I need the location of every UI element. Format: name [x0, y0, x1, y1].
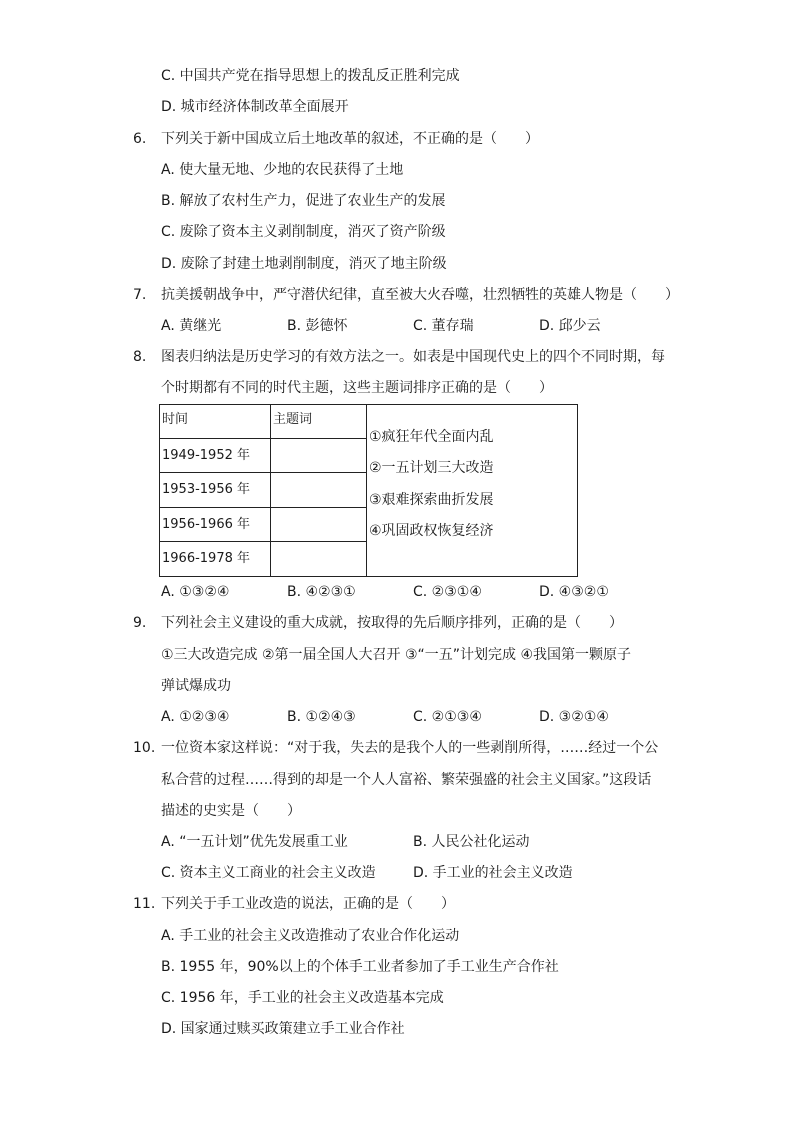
q9-option-a: A. ①②③④: [161, 709, 230, 725]
q7-option-b: B. 彭德怀: [287, 318, 348, 334]
q10-option-b: B. 人民公社化运动: [413, 834, 530, 850]
q6-number: 6.: [133, 131, 147, 147]
q9-option-d: D. ③②①④: [539, 709, 609, 725]
q11-option-b: B. 1955 年，90%以上的个体手工业者参加了手工业生产合作社: [161, 959, 559, 975]
topic-item-4: ④巩固政权恢复经济: [369, 523, 494, 539]
q11-option-d: D. 国家通过赎买政策建立手工业合作社: [161, 1021, 405, 1037]
q11-option-c: C. 1956 年，手工业的社会主义改造基本完成: [161, 990, 444, 1006]
q10-stem-line3: 描述的史实是（ ）: [161, 803, 301, 819]
q9-number: 9.: [133, 615, 147, 631]
q11-number: 11.: [133, 896, 156, 912]
q7-option-c: C. 董存瑞: [413, 318, 474, 334]
q6-stem: 下列关于新中国成立后土地改革的叙述，不正确的是（ ）: [161, 131, 539, 147]
q10-stem-line1: 一位资本家这样说：“对于我，失去的是我个人的一些剥削所得，……经过一个公: [161, 740, 659, 756]
table-period-1: 1949-1952 年: [160, 439, 271, 473]
q6-option-b: B. 解放了农村生产力，促进了农业生产的发展: [161, 193, 446, 209]
q8-option-a: A. ①③②④: [161, 584, 230, 600]
table-topic-list: [367, 405, 578, 577]
q11-option-a: A. 手工业的社会主义改造推动了农业合作化运动: [161, 928, 460, 944]
q8-stem-line1: 图表归纳法是历史学习的有效方法之一。如表是中国现代史上的四个不同时期，每: [161, 349, 665, 365]
q7-number: 7.: [133, 287, 147, 303]
q5-option-c: C. 中国共产党在指导思想上的拨乱反正胜利完成: [161, 68, 460, 84]
q9-items-line1: ①三大改造完成 ②第一届全国人大召开 ③“一五”计划完成 ④我国第一颗原子: [161, 647, 632, 663]
q9-stem: 下列社会主义建设的重大成就，按取得的先后顺序排列，正确的是（ ）: [161, 615, 623, 631]
q9-option-b: B. ①②④③: [287, 709, 356, 725]
q11-stem: 下列关于手工业改造的说法，正确的是（ ）: [161, 896, 455, 912]
table-header-time: 时间: [160, 405, 271, 439]
topic-item-1: ①疯狂年代全面内乱: [369, 428, 494, 445]
q6-option-d: D. 废除了封建土地剥削制度，消灭了地主阶级: [161, 256, 447, 272]
table-topic-blank-2: [271, 473, 367, 508]
q7-option-a: A. 黄继光: [161, 318, 222, 334]
q9-items-line2: 弹试爆成功: [161, 678, 231, 694]
q7-stem: 抗美援朝战争中，严守潜伏纪律，直至被大火吞噬，壮烈牺牲的英雄人物是（ ）: [161, 287, 679, 303]
q5-option-d: D. 城市经济体制改革全面展开: [161, 99, 349, 115]
q10-option-c: C. 资本主义工商业的社会主义改造: [161, 865, 376, 881]
q9-option-c: C. ②①③④: [413, 709, 482, 725]
q8-stem-line2: 个时期都有不同的时代主题，这些主题词排序正确的是（ ）: [161, 380, 553, 396]
topic-item-3: ③艰难探索曲折发展: [369, 491, 494, 508]
topic-item-2: ②一五计划三大改造: [369, 460, 494, 476]
table-period-2: 1953-1956 年: [160, 473, 271, 508]
q10-option-a: A. “一五计划”优先发展重工业: [161, 834, 348, 850]
table-period-4: 1966-1978 年: [160, 542, 271, 577]
table-period-3: 1956-1966 年: [160, 508, 271, 542]
q10-stem-line2: 私合营的过程……得到的却是一个人人富裕、繁荣强盛的社会主义国家。”这段话: [161, 772, 652, 788]
table-header-topic: 主题词: [271, 405, 367, 439]
q8-option-b: B. ④②③①: [287, 584, 356, 600]
table-topic-blank-4: [271, 542, 367, 577]
q8-period-table: [159, 404, 578, 577]
q6-option-c: C. 废除了资本主义剥削制度，消灭了资产阶级: [161, 224, 446, 240]
q10-option-d: D. 手工业的社会主义改造: [413, 865, 573, 881]
q8-option-d: D. ④③②①: [539, 584, 609, 600]
q8-number: 8.: [133, 349, 147, 365]
table-topic-blank-1: [271, 439, 367, 473]
table-topic-blank-3: [271, 508, 367, 542]
q7-option-d: D. 邱少云: [539, 318, 601, 334]
q10-number: 10.: [133, 740, 156, 756]
q8-option-c: C. ②③①④: [413, 584, 482, 600]
q6-option-a: A. 使大量无地、少地的农民获得了土地: [161, 162, 404, 178]
